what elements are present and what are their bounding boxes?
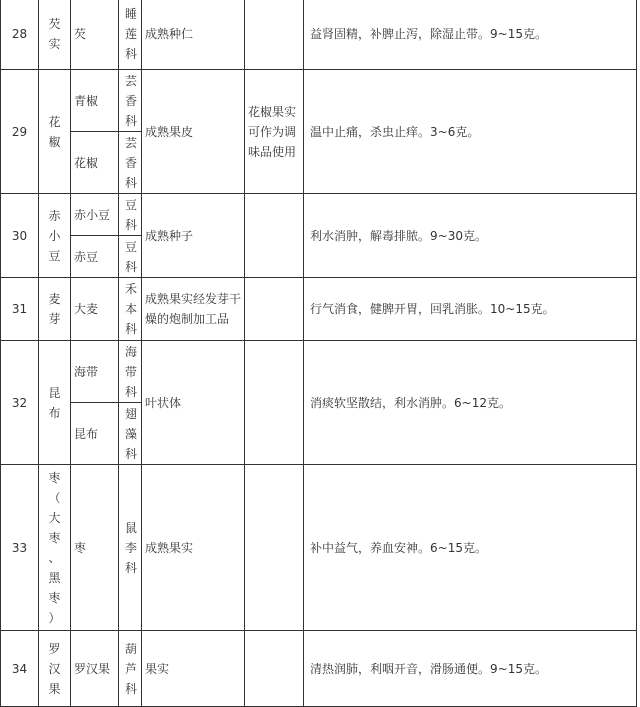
family-name: 睡 莲 科 bbox=[119, 0, 142, 70]
table-row bbox=[1, 278, 637, 341]
herb-name: 昆 布 bbox=[39, 341, 71, 465]
table-row bbox=[1, 465, 637, 631]
species-name: 芡 bbox=[71, 0, 119, 70]
function-dosage: 益肾固精，补脾止泻，除湿止带。9~15克。 bbox=[304, 0, 637, 70]
species-name: 海带 bbox=[71, 341, 119, 403]
table-row bbox=[1, 0, 637, 70]
row-number: 34 bbox=[1, 631, 39, 707]
family-name: 豆 科 bbox=[119, 194, 142, 236]
species-name: 昆布 bbox=[71, 403, 119, 465]
medicinal-part: 成熟种仁 bbox=[142, 0, 245, 70]
species-name: 罗汉果 bbox=[71, 631, 119, 707]
function-dosage: 行气消食，健脾开胃，回乳消胀。10~15克。 bbox=[304, 278, 637, 341]
function-dosage: 消痰软坚散结，利水消肿。6~12克。 bbox=[304, 341, 637, 465]
family-name: 海 带 科 bbox=[119, 341, 142, 403]
species-name: 枣 bbox=[71, 465, 119, 631]
family-name: 鼠 李 科 bbox=[119, 465, 142, 631]
row-number: 28 bbox=[1, 0, 39, 70]
note-cell bbox=[245, 341, 304, 465]
herb-name: 赤 小 豆 bbox=[39, 194, 71, 278]
note-cell bbox=[245, 194, 304, 278]
function-dosage: 补中益气，养血安神。6~15克。 bbox=[304, 465, 637, 631]
family-name: 芸 香 科 bbox=[119, 132, 142, 194]
herb-name: 芡 实 bbox=[39, 0, 71, 70]
function-dosage: 温中止痛，杀虫止痒。3~6克。 bbox=[304, 70, 637, 194]
family-name: 豆 科 bbox=[119, 236, 142, 278]
species-name: 赤豆 bbox=[71, 236, 119, 278]
family-name: 禾 本 科 bbox=[119, 278, 142, 341]
herb-name: 枣 （ 大 枣 、 黑 枣 ） bbox=[39, 465, 71, 631]
function-dosage: 利水消肿，解毒排脓。9~30克。 bbox=[304, 194, 637, 278]
family-name: 葫 芦 科 bbox=[119, 631, 142, 707]
table-row bbox=[1, 70, 637, 132]
medicinal-part: 成熟果皮 bbox=[142, 70, 245, 194]
herb-name: 罗 汉 果 bbox=[39, 631, 71, 707]
medicinal-part: 叶状体 bbox=[142, 341, 245, 465]
species-name: 大麦 bbox=[71, 278, 119, 341]
row-number: 32 bbox=[1, 341, 39, 465]
note-cell: 花椒果实 可作为调 味品使用 bbox=[245, 70, 304, 194]
medicinal-part: 成熟种子 bbox=[142, 194, 245, 278]
medicinal-part: 果实 bbox=[142, 631, 245, 707]
species-name: 青椒 bbox=[71, 70, 119, 132]
row-number: 29 bbox=[1, 70, 39, 194]
family-name: 芸 香 科 bbox=[119, 70, 142, 132]
table-row bbox=[1, 194, 637, 236]
note-cell bbox=[245, 631, 304, 707]
species-name: 花椒 bbox=[71, 132, 119, 194]
table-row bbox=[1, 631, 637, 707]
family-name: 翅 藻 科 bbox=[119, 403, 142, 465]
note-cell bbox=[245, 465, 304, 631]
table-row bbox=[1, 341, 637, 403]
herb-name: 花 椒 bbox=[39, 70, 71, 194]
species-name: 赤小豆 bbox=[71, 194, 119, 236]
medicinal-part: 成熟果实经发芽干 燥的炮制加工品 bbox=[142, 278, 245, 341]
note-cell bbox=[245, 0, 304, 70]
medicinal-part: 成熟果实 bbox=[142, 465, 245, 631]
herb-name: 麦 芽 bbox=[39, 278, 71, 341]
row-number: 33 bbox=[1, 465, 39, 631]
function-dosage: 清热润肺，利咽开音，滑肠通便。9~15克。 bbox=[304, 631, 637, 707]
note-cell bbox=[245, 278, 304, 341]
row-number: 30 bbox=[1, 194, 39, 278]
row-number: 31 bbox=[1, 278, 39, 341]
